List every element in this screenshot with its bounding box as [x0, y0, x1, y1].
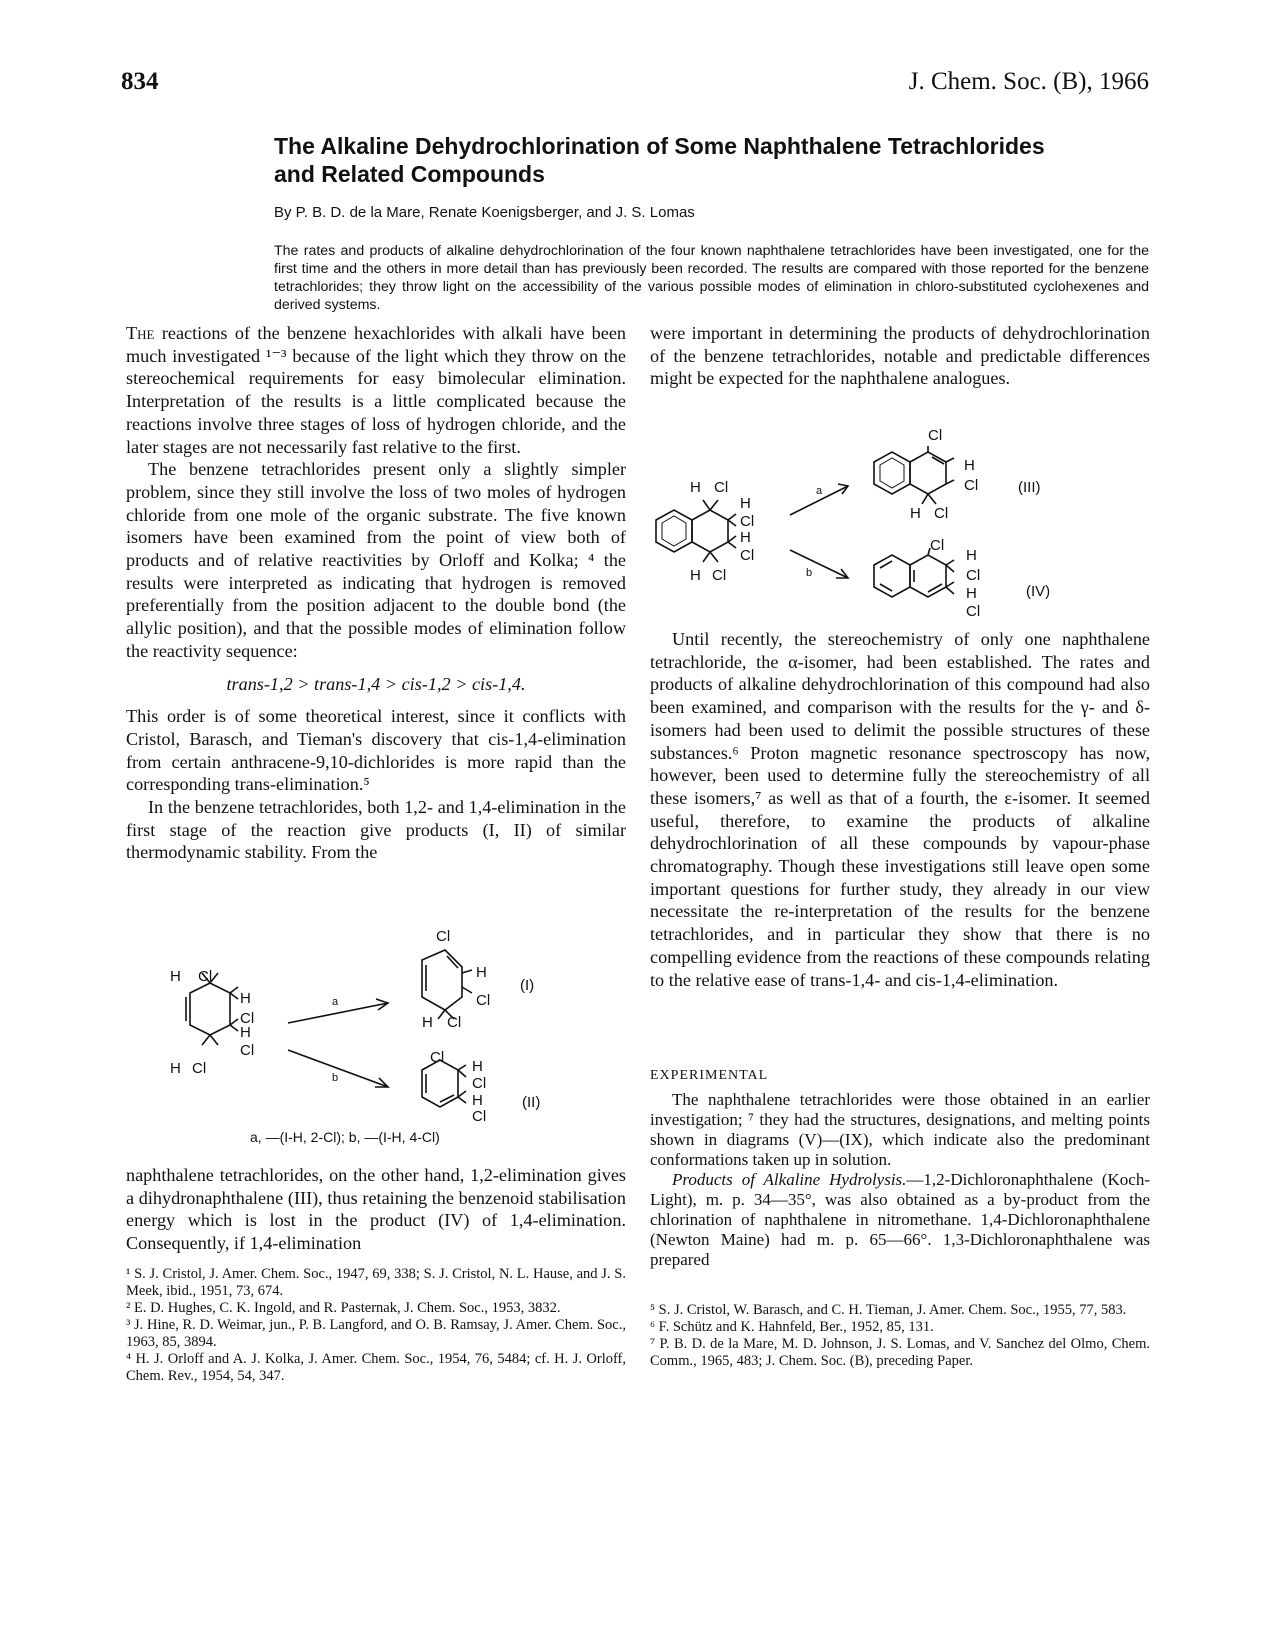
journal-citation: J. Chem. Soc. (B), 1966 [908, 68, 1149, 95]
atom-label: Cl [930, 537, 945, 554]
paragraph-2: The benzene tetrachlorides present only a slightly simpler problem, since they still involve the loss of two moles of hydrogen chloride from one mole of the organic substrate. The five known isomers have been examined from the point of view both of products and of relative reactivities by Orloff and Kolka; ⁴ the results were interpreted as indicating that hydrogen is removed preferentially from the position adjacent to the double bond (the allylic position), and that the possible modes of elimination follow the reactivity sequence: [126, 459, 626, 661]
atom-label: H [740, 495, 751, 512]
paragraph-right-4: —1,2-Dichloronaphthalene (Koch-Light), m. p. 34—35°, was also obtained as a by-product from the chlorination of naphthalene in nitromethane. 1,4-Dichloronaphthalene (Newton Maine) had m. p. 65—66°. 1,3-Dichloronaphthalene was prepared [650, 1170, 1150, 1269]
atom-label: Cl [472, 1108, 487, 1125]
footnote: ⁷ P. B. D. de la Mare, M. D. Johnson, J. S. Lomas, and V. Sanchez del Olmo, Chem. Comm., 1965, 483; J. Chem. Soc. (B), preceding Paper. [650, 1336, 1150, 1369]
article-title [274, 132, 1164, 188]
footnotes-left [126, 1266, 626, 1385]
atom-label: Cl [714, 479, 729, 496]
product-II-ring [422, 1060, 458, 1107]
atom-label: H [910, 505, 921, 522]
product-IV-ring-b [910, 555, 946, 597]
paragraph-right-2: Until recently, the stereochemistry of only one naphthalene tetrachloride, the α-isomer, had been established. The rates and products of alkaline dehydrochlorination of this compound had also been examined, and comparison with the results for the γ- and δ-isomers had been used to delimit the possible structures of these substances.⁶ Proton magnetic resonance spectroscopy has now, however, been used to determine fully the stereochemistry of all these isomers,⁷ as well as that of a fourth, the ε-isomer. It seemed useful, therefore, to examine the products of alkaline dehydrochlorination of all these compounds by vapour-phase chromatography. Though these investigations still leave open some important questions for further study, they already in our view necessitate the re-interpretation of the results for the benzene tetrachlorides, and in particular they show that there is no compelling evidence from the reactions of these compounds relating to the relative ease of trans-1,4- and cis-1,4-elimination. [650, 629, 1150, 990]
atom-label: Cl [436, 928, 451, 945]
product-III-dihydro-ring [910, 452, 946, 494]
atom-label: H [170, 1060, 181, 1077]
reactivity-sequence: trans-1,2 > trans-1,4 > cis-1,2 > cis-1,4. [226, 673, 526, 694]
atom-label: H [966, 547, 977, 564]
right-column-middle [650, 628, 1150, 991]
compound-label-III: (III) [1018, 479, 1041, 496]
atom-label: H [964, 457, 975, 474]
arrow-b-label: b [332, 1072, 339, 1084]
paragraph-right-3: The naphthalene tetrachlorides were those obtained in an earlier investigation; ⁷ they had the structures, designations, and melting points shown in diagrams (V)—(IX), which indicate also the predominant conformations taken up in solution. [650, 1090, 1150, 1169]
left-column-top [126, 322, 626, 864]
atom-label: H [472, 1058, 483, 1075]
compound-label-II: (II) [522, 1094, 541, 1111]
paragraph-4: In the benzene tetrachlorides, both 1,2- and 1,4-elimination in the first stage of the reaction give products (I, II) of similar thermodynamic stability. From the [126, 797, 626, 863]
title-line-2: and Related Compounds [274, 161, 545, 187]
atom-label: Cl [740, 547, 755, 564]
atom-label: H [472, 1092, 483, 1109]
atom-label: Cl [928, 427, 943, 444]
atom-label: Cl [712, 567, 727, 584]
atom-label: H [966, 585, 977, 602]
footnote: ¹ S. J. Cristol, J. Amer. Chem. Soc., 1947, 69, 338; S. J. Cristol, N. L. Hause, and J. S. Meek, ibid., 1951, 73, 674. [126, 1266, 626, 1299]
paragraph-right-1: were important in determining the products of dehydrochlorination of the benzene tetrachlorides, notable and predictable differences might be expected for the naphthalene analogues. [650, 323, 1150, 389]
atom-label: Cl [740, 513, 755, 530]
atom-label: H [240, 1024, 251, 1041]
footnote: ³ J. Hine, R. D. Weimar, jun., P. B. Langford, and O. B. Ramsay, J. Amer. Chem. Soc., 1963, 85, 3894. [126, 1317, 626, 1350]
cyclohexene-ring [190, 983, 230, 1035]
compound-label-IV: (IV) [1026, 583, 1051, 600]
atom-label: Cl [198, 968, 213, 985]
atom-label: Cl [964, 477, 979, 494]
atom-label: Cl [240, 1010, 255, 1027]
atom-label: Cl [476, 992, 491, 1009]
atom-label: H [690, 567, 701, 584]
atom-label: Cl [472, 1075, 487, 1092]
atom-label: Cl [966, 567, 981, 584]
footnotes-right [650, 1302, 1150, 1370]
atom-label: Cl [240, 1042, 255, 1059]
naphthalene-tetrachloride-saturated-ring [692, 510, 728, 552]
authors: By P. B. D. de la Mare, Renate Koenigsberger, and J. S. Lomas [274, 204, 695, 221]
compound-label-I: (I) [520, 977, 535, 994]
page-number: 834 [121, 68, 159, 95]
footnote: ² E. D. Hughes, C. K. Ingold, and R. Pasternak, J. Chem. Soc., 1953, 3832. [126, 1300, 561, 1316]
atom-label: H [170, 968, 181, 985]
footnote: ⁶ F. Schütz and K. Hahnfeld, Ber., 1952, 85, 131. [650, 1319, 934, 1335]
atom-label: Cl [447, 1014, 462, 1031]
atom-label: Cl [934, 505, 949, 522]
lead-word: The [126, 323, 155, 343]
atom-label: Cl [430, 1049, 445, 1066]
paragraph-3: This order is of some theoretical interest, since it conflicts with Cristol, Barasch, and Tieman's discovery that cis-1,4-elimination from certain anthracene-9,10-dichlorides is more rapid than the corresponding trans-elimination.⁵ [126, 706, 626, 795]
atom-label: H [690, 479, 701, 496]
experimental-text [650, 1090, 1150, 1270]
atom-label: H [240, 990, 251, 1007]
scheme-benzene-tetrachlorides [160, 925, 600, 1155]
scheme-caption: a, —(I-H, 2-Cl); b, —(I-H, 4-Cl) [250, 1129, 440, 1145]
abstract: The rates and products of alkaline dehydrochlorination of the four known naphthalene tetrachlorides have been investigated, one for the first time and the others in more detail than has previously been recorded. The results are compared with those reported for the benzene tetrachlorides; they throw light on the accessibility of the various possible modes of elimination in chloro-substituted cyclohexenes and derived systems. [274, 243, 1149, 313]
right-column-top [650, 322, 1150, 390]
arrow-a-label: a [332, 996, 339, 1008]
left-column-bottom [126, 1164, 626, 1255]
arrow-b-label: b [806, 567, 813, 579]
subheading: Products of Alkaline Hydrolysis. [672, 1170, 907, 1189]
arrow-a-label: a [816, 485, 823, 497]
footnote: ⁵ S. J. Cristol, W. Barasch, and C. H. Tieman, J. Amer. Chem. Soc., 1955, 77, 583. [650, 1302, 1127, 1318]
product-I-ring [422, 950, 462, 1010]
paragraph-1: reactions of the benzene hexachlorides with alkali have been much investigated ¹⁻³ because of the light which they throw on the stereochemical requirements for easy bimolecular elimination. Interpretation of the results is a little complicated because the reactions involve three stages of loss of hydrogen chloride, and the later stages are not necessarily fast relative to the first. [126, 323, 626, 457]
scheme-naphthalene-tetrachlorides [648, 420, 1088, 620]
atom-label: H [740, 529, 751, 546]
atom-label: H [422, 1014, 433, 1031]
footnote: ⁴ H. J. Orloff and A. J. Kolka, J. Amer. Chem. Soc., 1954, 76, 5484; cf. H. J. Orloff, Chem. Rev., 1954, 54, 347. [126, 1351, 626, 1384]
title-line-1: The Alkaline Dehydrochlorination of Some Naphthalene Tetrachlorides [274, 133, 1045, 159]
atom-label: Cl [966, 603, 981, 620]
arrow-b [790, 550, 848, 578]
section-heading: EXPERIMENTAL [650, 1068, 769, 1083]
paragraph-5: naphthalene tetrachlorides, on the other hand, 1,2-elimination gives a dihydronaphthalene (III), thus retaining the benzenoid stabilisation energy which is lost in the product (IV) of 1,4-elimination. Consequently, if 1,4-elimination [126, 1165, 626, 1254]
atom-label: Cl [192, 1060, 207, 1077]
atom-label: H [476, 964, 487, 981]
